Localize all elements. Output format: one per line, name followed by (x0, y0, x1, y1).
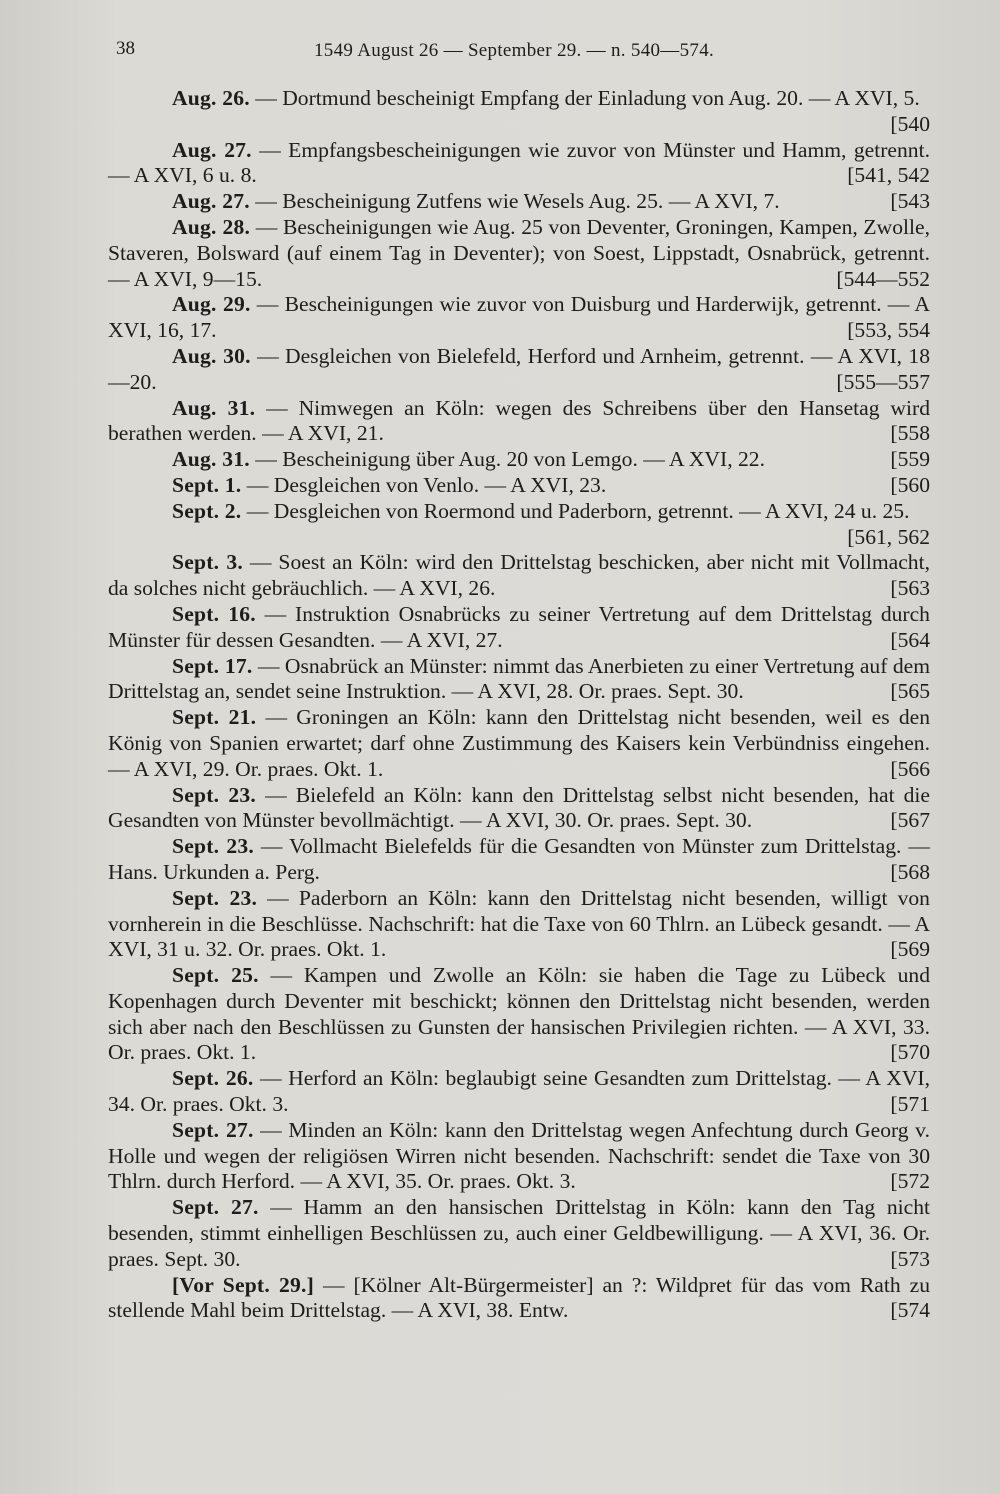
entry-number: [564 (890, 627, 930, 652)
regest-entry (108, 602, 930, 654)
entry-text: — Desgleichen von Roermond und Paderborn, getrennt. — A XVI, 24 u. 25. (246, 498, 910, 523)
regest-entry (108, 1118, 930, 1195)
entry-text: — Soest an Köln: wird den Drittelstag beschicken, aber nicht mit Vollmacht, da solches nicht gebräuchlich. — A XVI, 26. (108, 550, 930, 601)
entry-date: Sept. 16. (172, 601, 256, 626)
entry-number: [553, 554 (847, 318, 930, 343)
entry-text: — Empfangsbescheinigungen wie zuvor von Münster und Hamm, getrennt. — A XVI, 6 u. 8. (108, 137, 930, 188)
entry-text: — Herford an Köln: beglaubigt seine Gesandten zum Drittelstag. — A XVI, 34. Or. praes. Okt. 3. (108, 1066, 930, 1117)
entry-text: — Desgleichen von Venlo. — A XVI, 23. (246, 472, 607, 497)
regest-entry (108, 396, 930, 448)
entry-text: — Osnabrück an Münster: nimmt das Anerbieten zu einer Vertretung auf dem Drittelstag an, sendet seine Instruktion. — A XVI, 28. Or. praes. Sept. 30. (108, 653, 930, 704)
regest-entry (108, 1273, 930, 1325)
regest-entry (108, 886, 930, 963)
entry-number: [540 (890, 111, 930, 136)
regest-entry (108, 550, 930, 602)
regest-list (108, 86, 930, 1324)
entry-date: Sept. 27. (172, 1117, 254, 1142)
entry-number: [569 (890, 937, 930, 962)
page-number: 38 (116, 38, 135, 59)
entry-number: [565 (890, 679, 930, 704)
regest-entry (108, 215, 930, 292)
entry-date: Aug. 31. (172, 447, 250, 472)
regest-entry (108, 834, 930, 886)
entry-date: [Vor Sept. 29.] (172, 1272, 315, 1297)
regest-entry (108, 783, 930, 835)
entry-text: — Bescheinigung Zutfens wie Wesels Aug. 25. — A XVI, 7. (255, 189, 780, 214)
entry-date: Sept. 23. (172, 885, 258, 910)
entry-number: [572 (890, 1169, 930, 1194)
entry-number: [561, 562 (847, 524, 930, 549)
page-header (0, 38, 1000, 68)
entry-date: Sept. 2. (172, 498, 242, 523)
regest-entry (108, 447, 930, 473)
entry-date: Aug. 30. (172, 343, 251, 368)
entry-text: — Bielefeld an Köln: kann den Drittelstag selbst nicht besenden, hat die Gesandten von Münster bevollmächtigt. — A XVI, 30. Or. praes. Sept. 30. (108, 782, 930, 833)
entry-text: — Vollmacht Bielefelds für die Gesandten von Münster zum Drittelstag. — Hans. Urkunden a. Perg. (108, 834, 931, 884)
regest-entry (108, 1195, 930, 1272)
entry-number: [555—557 (836, 369, 930, 394)
regest-entry (108, 138, 930, 190)
entry-date: Sept. 21. (172, 705, 257, 730)
entry-date: Aug. 29. (172, 292, 251, 317)
entry-date: Sept. 25. (172, 963, 259, 988)
entry-number: [571 (890, 1092, 930, 1117)
entry-number: [563 (890, 576, 930, 601)
entry-date: Aug. 31. (172, 395, 256, 420)
regest-entry (108, 189, 930, 215)
entry-date: Sept. 17. (172, 653, 253, 678)
entry-number: [574 (890, 1298, 930, 1323)
entry-date: Aug. 28. (172, 214, 251, 239)
entry-text: — Nimwegen an Köln: wegen des Schreibens über den Hansetag wird berathen werden. — A XVI, 21. (108, 395, 930, 446)
entry-text: — [Kölner Alt-Bürgermeister] an ?: Wildpret für das vom Rath zu stellende Mahl beim Drittelstag. — A XVI, 38. Entw. (108, 1272, 930, 1323)
regest-entry (108, 86, 930, 138)
entry-text: — Bescheinigung über Aug. 20 von Lemgo. — A XVI, 22. (255, 447, 766, 472)
entry-date: Sept. 1. (172, 472, 242, 497)
entry-text: — Groningen an Köln: kann den Drittelstag nicht besenden, weil es den König von Spanien erwartet; darf ohne Zustimmung des Kaisers kein Verbündniss eingehen. — A XVI, 29. Or. praes. Okt. 1. (108, 705, 931, 781)
entry-number: [573 (890, 1246, 930, 1271)
entry-text: — Paderborn an Köln: kann den Drittelstag nicht besenden, willigt von vornherein in die Beschlüsse. Nachschrift: hat die Taxe von 60 Thlrn. an Lübeck gesandt. — A XVI, 31 u. 32. Or. praes. Okt. 1. (108, 885, 930, 962)
entry-text: — Kampen und Zwolle an Köln: sie haben die Tage zu Lübeck und Kopenhagen durch Deventer mit beschickt; können den Drittelstag nicht besenden, werden sich aber nach den Beschlüssen zu Gunsten der hansischen Privilegien richten. — A XVI, 33. Or. praes. Okt. 1. (108, 963, 930, 1065)
entry-number: [558 (890, 421, 930, 446)
entry-text: — Instruktion Osnabrücks zu seiner Vertretung auf dem Drittelstag durch Münster für dessen Gesandten. — A XVI, 27. (108, 601, 930, 652)
entry-number: [566 (890, 756, 930, 781)
entry-number: [560 (890, 472, 930, 497)
regest-entry (108, 292, 930, 344)
regest-entry (108, 654, 930, 706)
entry-text: — Hamm an den hansischen Drittelstag in Köln: kann den Tag nicht besenden, stimmt einhelligen Beschlüssen zu, auch einer Geldbewilligung. — A XVI, 36. Or. praes. Sept. 30. (108, 1195, 930, 1271)
entry-text: — Minden an Köln: kann den Drittelstag wegen Anfechtung durch Georg v. Holle und wegen der religiösen Wirren nicht besenden. Nachschrift: sendet die Taxe von 30 Thlrn. durch Herford. — A XVI, 35. Or. praes. Okt. 3. (108, 1117, 930, 1194)
entry-number: [543 (890, 189, 930, 214)
entry-number: [567 (890, 808, 930, 833)
regest-entry (108, 344, 930, 396)
entry-date: Sept. 23. (172, 782, 257, 807)
entry-date: Sept. 23. (172, 834, 254, 859)
running-title: 1549 August 26 — September 29. — n. 540—574. (314, 40, 715, 61)
entry-text: — Desgleichen von Bielefeld, Herford und Arnheim, getrennt. — A XVI, 18—20. (108, 343, 930, 394)
entry-number: [570 (890, 1040, 930, 1065)
entry-date: Aug. 26. (172, 86, 250, 110)
entry-text: — Bescheinigungen wie Aug. 25 von Deventer, Groningen, Kampen, Zwolle, Staveren, Bolsward (auf einem Tag in Deventer); von Soest, Lippstadt, Osnabrück, getrennt. — A XVI, 9—15. (108, 214, 930, 291)
entry-number: [544—552 (836, 266, 930, 291)
regest-entry (108, 963, 930, 1066)
entry-number: [541, 542 (847, 163, 930, 188)
entry-date: Sept. 27. (172, 1195, 259, 1220)
regest-entry (108, 705, 930, 782)
entry-text: — Dortmund bescheinigt Empfang der Einladung von Aug. 20. — A XVI, 5. (255, 86, 920, 110)
entry-date: Aug. 27. (172, 137, 252, 162)
regest-entry (108, 1066, 930, 1118)
entry-text: — Bescheinigungen wie zuvor von Duisburg und Harderwijk, getrennt. — A XVI, 16, 17. (108, 292, 930, 343)
regest-entry (108, 499, 930, 551)
regest-entry (108, 473, 930, 499)
entry-number: [568 (890, 859, 930, 884)
entry-date: Sept. 26. (172, 1066, 254, 1091)
entry-date: Sept. 3. (172, 550, 243, 575)
entry-number: [559 (890, 447, 930, 472)
entry-date: Aug. 27. (172, 189, 250, 214)
